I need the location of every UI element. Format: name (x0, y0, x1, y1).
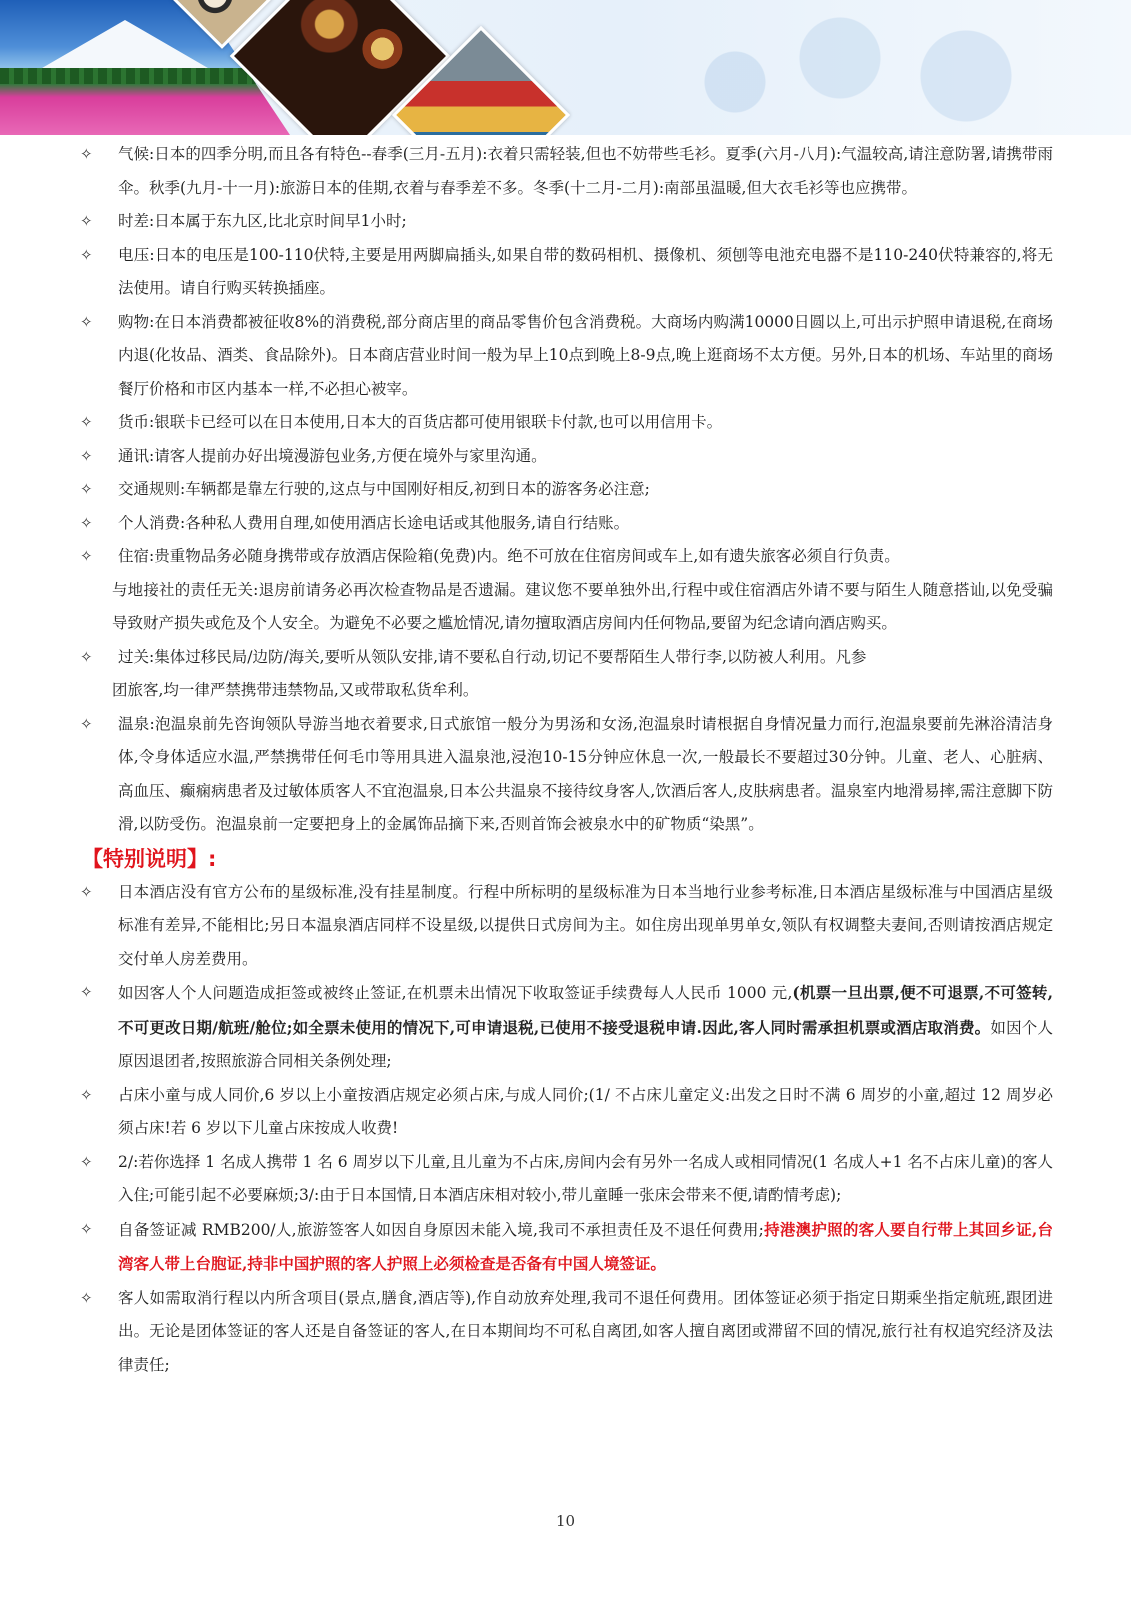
item-text: 电压:日本的电压是100-110伏特,主要是用两脚扁插头,如果自带的数码相机、摄像机、须刨等电池充电器不是110-240伏特兼容的,将无法使用。请自行购买转换插座。 (118, 245, 1053, 297)
bullet-icon: ✧ (80, 647, 93, 666)
item-warning-text: 持港澳护照的客人要自行带上其回乡证,台湾客人带上台胞证,持非中国护照的客人护照上必须检查是否备有中国人境签证。 (118, 1219, 1053, 1273)
item-text: 时差:日本属于东九区,比北京时间早1小时; (118, 212, 407, 230)
list-item (0, 708, 1053, 842)
item-continuation: 与地接社的责任无关:退房前请务必再次检查物品是否遗漏。建议您不要单独外出,行程中或住宿酒店外请不要与陌生人随意搭讪,以免受骗导致财产损失或危及个人安全。为避免不必要之尴尬情况,请勿擅取酒店房间内任何物品,要留为纪念请向酒店购买。 (112, 580, 1053, 632)
page-number: 10 (555, 1512, 576, 1530)
bullet-icon: ✧ (80, 480, 93, 498)
bullet-icon: ✧ (80, 1152, 93, 1171)
item-text: 温泉:泡温泉前先咨询领队导游当地衣着要求,日式旅馆一般分为男汤和女汤,泡温泉时请根据自身情况量力而行,泡温泉要前先淋浴清洁身体,令身体适应水温,严禁携带任何毛巾等用具进入温泉池,浸泡10-15分钟应休息一次,一般最长不要超过30分钟。儿童、老人、心脏病、高血压、癫痫病患者及过敏体质客人不宜泡温泉,日本公共温泉不接待纹身客人,饮酒后客人,皮肤病患者。温泉室内地滑易摔,需注意脚下防滑,以防受伤。泡温泉前一定要把身上的金属饰品摘下来,否则首饰会被泉水中的矿物质“染黑”。 (118, 714, 1053, 833)
list-item (0, 641, 1053, 708)
cloud-pattern (651, 10, 1071, 130)
list-item (0, 473, 1053, 507)
list-item (0, 1282, 1053, 1383)
item-continuation: 团旅客,均一律严禁携带违禁物品,又或带取私货牟利。 (112, 681, 479, 699)
bullet-icon: ✧ (80, 547, 93, 565)
bullet-icon: ✧ (80, 714, 93, 733)
item-text: 如因客人个人问题造成拒签或被终止签证,在机票未出情况下收取签证手续费每人人民币 1000 元, (118, 984, 793, 1002)
list-item (0, 507, 1053, 541)
item-text: 个人消费:各种私人费用自理,如使用酒店长途电话或其他服务,请自行结账。 (118, 513, 630, 532)
mountain-shape (30, 20, 220, 75)
item-text: 交通规则:车辆都是靠左行驶的,这点与中国刚好相反,初到日本的游客务必注意; (118, 480, 650, 498)
bullet-icon: ✧ (80, 212, 93, 230)
bullet-icon: ✧ (80, 312, 93, 331)
list-item (0, 306, 1053, 407)
special-notes-title: 【特别说明】: (82, 846, 217, 871)
item-text: 通讯:请客人提前办好出境漫游包业务,方便在境外与家里沟通。 (118, 446, 547, 465)
list-item (0, 205, 1053, 239)
list-item (0, 540, 1053, 641)
list-item (0, 1146, 1053, 1213)
page-content (0, 138, 1131, 1382)
list-item (0, 406, 1053, 440)
item-bold-text: (机票一旦出票,便不可退票,不可签转,不可更改日期/航班/舱位;如全票未使用的情况下,可申请退税,已使用不接受退税申请.因此,客人同时需承担机票或酒店取消费。 (118, 983, 1053, 1037)
item-text: 气候:日本的四季分明,而且各有特色--春季(三月-五月):衣着只需轻装,但也不妨带些毛衫。夏季(六月-八月):气温较高,请注意防署,请携带雨伞。秋季(九月-十一月):旅游日本的佳期,衣着与春季差不多。冬季(十二月-二月):南部虽温暖,但大衣毛衫等也应携带。 (118, 145, 1053, 197)
item-text: 日本酒店没有官方公布的星级标准,没有挂星制度。行程中所标明的星级标准为日本当地行业参考标准,日本酒店星级标准与中国酒店星级标准有差异,不能相比;另日本温泉酒店同样不设星级,以提供日式房间为主。如住房出现单男单女,领队有权调整夫妻间,否则请按酒店规定交付单人房差费用。 (118, 882, 1053, 968)
item-text: 客人如需取消行程以内所含项目(景点,膳食,酒店等),作自动放弃处理,我司不退任何费用。团体签证必须于指定日期乘坐指定航班,跟团进出。无论是团体签证的客人还是自备签证的客人,在日本期间均不可私自离团,如客人擅自离团或滞留不回的情况,旅行社有权追究经济及法律责任; (118, 1288, 1053, 1374)
bullet-icon: ✧ (80, 145, 93, 163)
bullet-icon: ✧ (80, 513, 93, 532)
bullet-icon: ✧ (80, 882, 93, 901)
header-banner (0, 0, 1131, 135)
item-text: 占床小童与成人同价,6 岁以上小童按酒店规定必须占床,与成人同价;(1/ 不占床儿童定义:出发之日时不满 6 周岁的小童,超过 12 周岁必须占床!若 6 岁以下儿童占床按成人收费! (118, 1085, 1053, 1137)
list-item (0, 1079, 1053, 1146)
bullet-icon: ✧ (80, 413, 93, 431)
bullet-icon: ✧ (80, 245, 93, 264)
item-text: 自备签证减 RMB200/人,旅游签客人如因自身原因未能入境,我司不承担责任及不退任何费用; (118, 1220, 764, 1239)
item-text: 2/:若你选择 1 名成人携带 1 名 6 周岁以下儿童,且儿童为不占床,房间内会有另外一名成人或相同情况(1 名成人+1 名不占床儿童)的客人入住;可能引起不必要麻烦;3/:由于日本国情,日本酒店床相对较小,带儿童睡一张床会带来不便,请酌情考虑); (118, 1152, 1053, 1204)
bullet-icon: ✧ (80, 446, 93, 465)
item-text: 过关:集体过移民局/边防/海关,要听从领队安排,请不要私自行动,切记不要帮陌生人带行李,以防被人利用。凡参 (118, 647, 867, 666)
list-item (0, 239, 1053, 306)
list-item (0, 1213, 1053, 1282)
list-item (0, 138, 1053, 205)
list-item (0, 976, 1053, 1079)
bullet-icon: ✧ (80, 983, 93, 1001)
bullet-icon: ✧ (80, 1288, 93, 1307)
list-item (0, 876, 1053, 977)
item-text: 住宿:贵重物品务必随身携带或存放酒店保险箱(免费)内。绝不可放在住宿房间或车上,如有遗失旅客必须自行负责。 (118, 547, 900, 565)
item-text: 货币:银联卡已经可以在日本使用,日本大的百货店都可使用银联卡付款,也可以用信用卡。 (118, 413, 723, 431)
item-text: 购物:在日本消费都被征收8%的消费税,部分商店里的商品零售价包含消费税。大商场内购满10000日圆以上,可出示护照申请退税,在商场内退(化妆品、酒类、食品除外)。日本商店营业时间一般为早上10点到晚上8-9点,晚上逛商场不太方便。另外,日本的机场、车站里的商场餐厅价格和市区内基本一样,不必担心被宰。 (118, 312, 1053, 398)
item-tail-text: 如因个人原因退团者,按照旅游合同相关条例处理; (118, 1018, 1053, 1070)
bullet-icon: ✧ (80, 1219, 93, 1238)
list-item (0, 440, 1053, 474)
bullet-icon: ✧ (80, 1085, 93, 1104)
